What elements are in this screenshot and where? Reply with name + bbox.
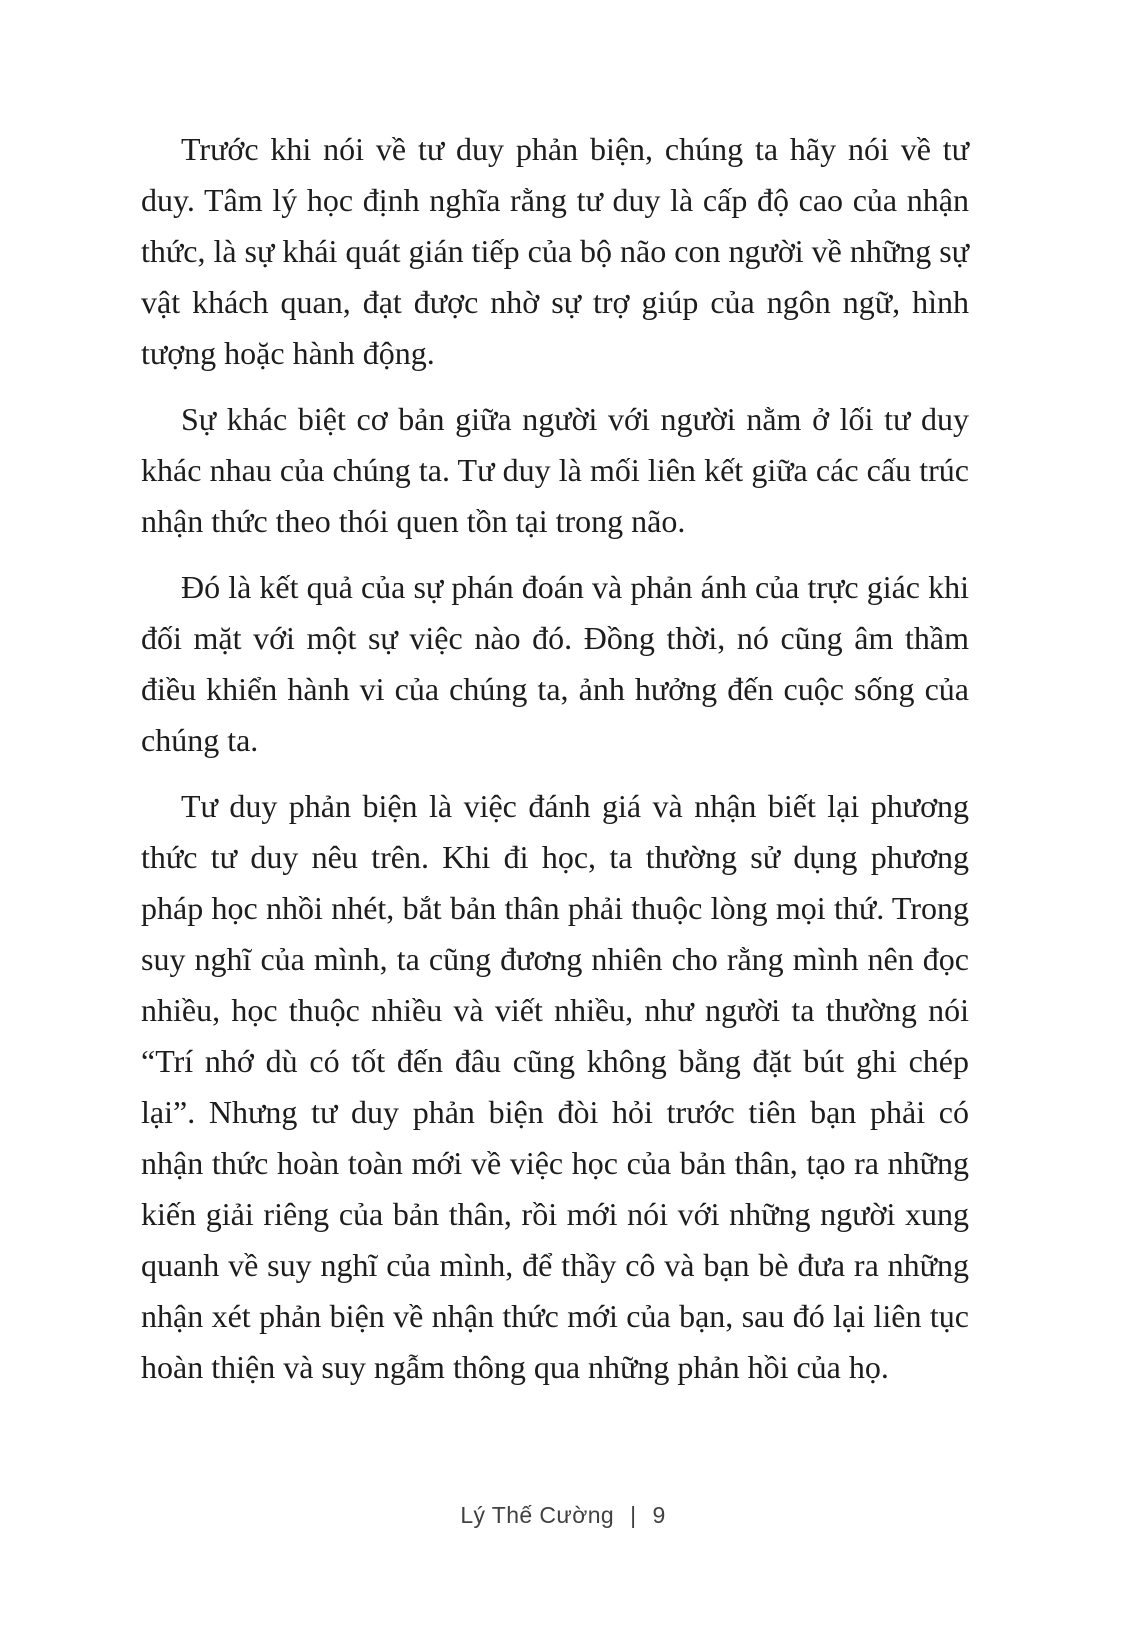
author-name: Lý Thế Cường xyxy=(460,1502,615,1528)
page-number: 9 xyxy=(652,1502,666,1528)
paragraph-4: Tư duy phản biện là việc đánh giá và nhận biết lại phương thức tư duy nêu trên. Khi đi học, ta thường sử dụng phương pháp học nhồi nhét, bắt bản thân phải thuộc lòng mọi thứ. Trong suy nghĩ của mình, ta cũng đương nhiên cho rằng mình nên đọc nhiều, học thuộc nhiều và viết nhiều, như người ta thường nói “Trí nhớ dù có tốt đến đâu cũng không bằng đặt bút ghi chép lại”. Nhưng tư duy phản biện đòi hỏi trước tiên bạn phải có nhận thức hoàn toàn mới về việc học của bản thân, tạo ra những kiến giải riêng của bản thân, rồi mới nói với những người xung quanh về suy nghĩ của mình, để thầy cô và bạn bè đưa ra những nhận xét phản biện về nhận thức mới của bạn, sau đó lại liên tục hoàn thiện và suy ngẫm thông qua những phản hồi của họ. xyxy=(141,788,969,1385)
paragraph-3: Đó là kết quả của sự phán đoán và phản ánh của trực giác khi đối mặt với một sự việc nào đó. Đồng thời, nó cũng âm thầm điều khiển hành vi của chúng ta, ảnh hưởng đến cuộc sống của chúng ta. xyxy=(141,569,969,758)
paragraph-1: Trước khi nói về tư duy phản biện, chúng ta hãy nói về tư duy. Tâm lý học định nghĩa rằng tư duy là cấp độ cao của nhận thức, là sự khái quát gián tiếp của bộ não con người về những sự vật khách quan, đạt được nhờ sự trợ giúp của ngôn ngữ, hình tượng hoặc hành động. xyxy=(141,131,969,371)
paragraph-2: Sự khác biệt cơ bản giữa người với người nằm ở lối tư duy khác nhau của chúng ta. Tư duy là mối liên kết giữa các cấu trúc nhận thức theo thói quen tồn tại trong não. xyxy=(141,401,969,539)
footer-separator: | xyxy=(630,1502,637,1528)
body-text xyxy=(141,124,969,1408)
page-footer xyxy=(0,1502,1126,1529)
